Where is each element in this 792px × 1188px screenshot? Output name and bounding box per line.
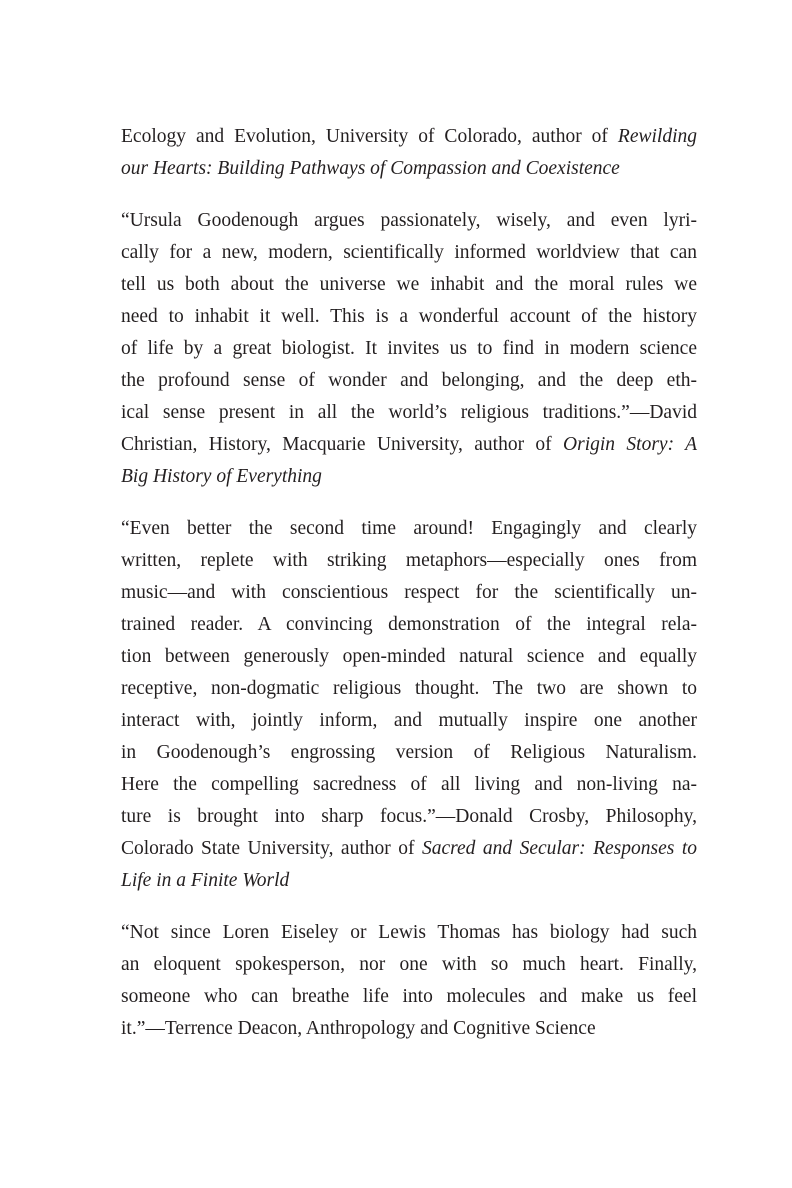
text-run: interact with, jointly inform, and mutually inspire one another xyxy=(121,710,697,731)
text-line xyxy=(121,641,697,673)
text-run: tion between generously open-minded natural science and equally xyxy=(121,646,697,667)
paragraph-gap xyxy=(121,493,697,513)
text-run: Colorado State University, author of xyxy=(121,838,422,859)
text-run: trained reader. A convincing demonstration of the integral rela- xyxy=(121,614,697,635)
text-line xyxy=(121,269,697,301)
text-line xyxy=(121,865,697,897)
text-line xyxy=(121,513,697,545)
text-run: an eloquent spokesperson, nor one with so much heart. Finally, xyxy=(121,954,697,975)
text-line xyxy=(121,205,697,237)
text-line xyxy=(121,365,697,397)
text-line xyxy=(121,397,697,429)
italic-title: Sacred and Secular: Responses to xyxy=(421,838,698,859)
text-line xyxy=(121,801,697,833)
italic-title: Rewilding xyxy=(617,126,697,147)
text-run: the profound sense of wonder and belonging, and the deep eth- xyxy=(121,370,697,391)
text-run: Here the compelling sacredness of all living and non-living na- xyxy=(121,774,697,795)
text-line xyxy=(121,705,697,737)
text-run: ture is brought into sharp focus.”—Donald Crosby, Philosophy, xyxy=(121,806,697,827)
italic-title: Life in a Finite World xyxy=(121,870,290,891)
endorsement-paragraph xyxy=(121,205,697,493)
text-run: Christian, History, Macquarie University, author of xyxy=(121,434,564,455)
text-line xyxy=(121,673,697,705)
text-line xyxy=(121,833,697,865)
text-run: someone who can breathe life into molecules and make us feel xyxy=(121,986,697,1007)
text-run: “Not since Loren Eiseley or Lewis Thomas has biology had such xyxy=(121,922,697,943)
text-line xyxy=(121,153,697,185)
text-run: Ecology and Evolution, University of Colorado, author of xyxy=(121,126,618,147)
text-line xyxy=(121,1013,697,1045)
endorsement-paragraph xyxy=(121,121,697,185)
italic-title: our Hearts: Building Pathways of Compassion and Coexistence xyxy=(121,158,620,179)
text-line xyxy=(121,609,697,641)
text-line xyxy=(121,949,697,981)
text-run: in Goodenough’s engrossing version of Religious Naturalism. xyxy=(121,742,697,763)
text-line xyxy=(121,737,697,769)
text-run: written, replete with striking metaphors—especially ones from xyxy=(121,550,697,571)
text-line xyxy=(121,237,697,269)
text-run: tell us both about the universe we inhabit and the moral rules we xyxy=(121,274,697,295)
italic-title: Origin Story: A xyxy=(563,434,697,455)
paragraph-gap xyxy=(121,185,697,205)
text-line xyxy=(121,577,697,609)
text-line xyxy=(121,429,697,461)
text-line xyxy=(121,769,697,801)
text-run: “Even better the second time around! Engagingly and clearly xyxy=(121,518,697,539)
text-run: it.”—Terrence Deacon, Anthropology and Cognitive Science xyxy=(121,1018,596,1039)
text-line xyxy=(121,981,697,1013)
text-line xyxy=(121,917,697,949)
endorsement-paragraph xyxy=(121,917,697,1045)
endorsement-paragraph xyxy=(121,513,697,897)
text-line xyxy=(121,461,697,493)
text-run: cally for a new, modern, scientifically informed worldview that can xyxy=(121,242,697,263)
text-line xyxy=(121,301,697,333)
text-run: “Ursula Goodenough argues passionately, wisely, and even lyri- xyxy=(121,210,697,231)
text-line xyxy=(121,545,697,577)
text-run: receptive, non-dogmatic religious thought. The two are shown to xyxy=(121,678,697,699)
text-line xyxy=(121,121,697,153)
text-run: music—and with conscientious respect for the scientifically un- xyxy=(121,582,697,603)
text-run: need to inhabit it well. This is a wonderful account of the history xyxy=(121,306,697,327)
text-run: of life by a great biologist. It invites us to find in modern science xyxy=(121,338,697,359)
italic-title: Big History of Everything xyxy=(121,466,322,487)
text-run: ical sense present in all the world’s religious traditions.”—David xyxy=(121,402,697,423)
endorsements-page xyxy=(121,121,697,1045)
paragraph-gap xyxy=(121,897,697,917)
text-line xyxy=(121,333,697,365)
